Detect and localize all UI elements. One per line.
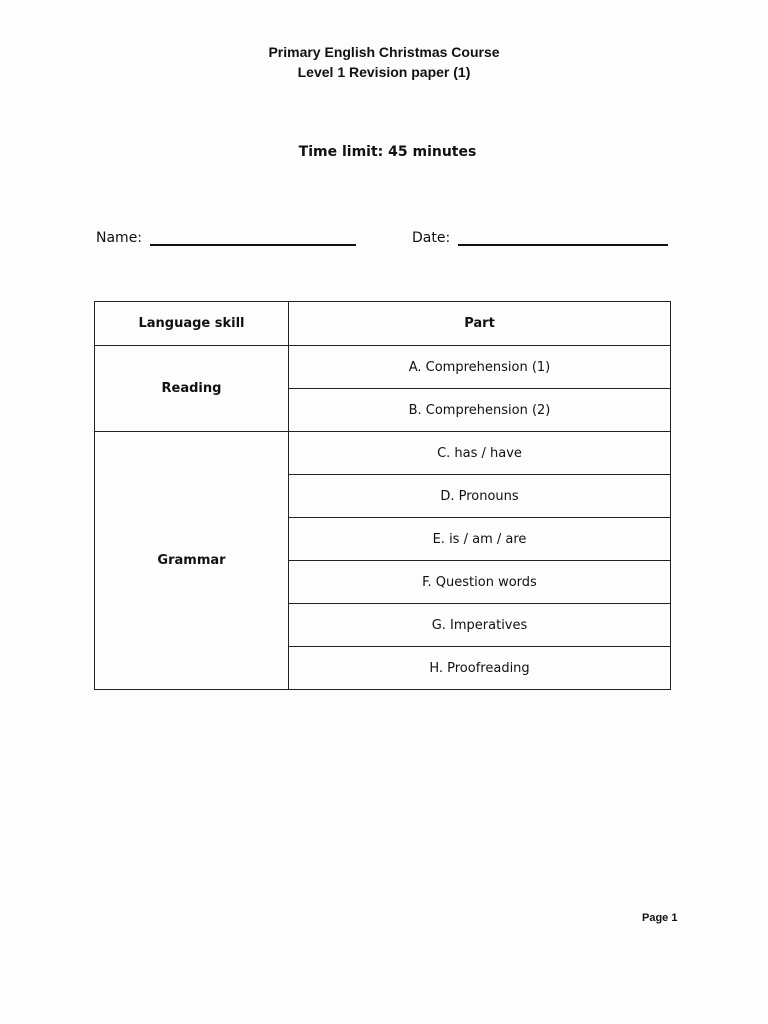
skills-table bbox=[94, 301, 671, 690]
part-b: B. Comprehension (2) bbox=[289, 389, 671, 432]
part-d: D. Pronouns bbox=[289, 475, 671, 518]
part-c: C. has / have bbox=[289, 432, 671, 475]
header-language-skill: Language skill bbox=[95, 302, 289, 346]
table-row bbox=[95, 432, 671, 475]
header-part: Part bbox=[289, 302, 671, 346]
name-field[interactable] bbox=[96, 230, 356, 246]
part-h: H. Proofreading bbox=[289, 647, 671, 690]
name-blank-line[interactable] bbox=[150, 230, 356, 246]
skill-grammar: Grammar bbox=[95, 432, 289, 690]
part-e: E. is / am / are bbox=[289, 518, 671, 561]
course-title: Primary English Christmas Course bbox=[268, 44, 500, 60]
date-label: Date: bbox=[412, 230, 451, 246]
part-a: A. Comprehension (1) bbox=[289, 346, 671, 389]
name-label: Name: bbox=[96, 230, 143, 246]
paper-title: Level 1 Revision paper (1) bbox=[297, 64, 471, 80]
page-number: Page 1 bbox=[642, 912, 678, 924]
part-f: F. Question words bbox=[289, 561, 671, 604]
table-header-row bbox=[95, 302, 671, 346]
table-row bbox=[95, 346, 671, 389]
part-g: G. Imperatives bbox=[289, 604, 671, 647]
date-field[interactable] bbox=[412, 230, 668, 246]
date-blank-line[interactable] bbox=[458, 230, 668, 246]
time-limit: Time limit: 45 minutes bbox=[298, 144, 477, 160]
skill-reading: Reading bbox=[95, 346, 289, 432]
